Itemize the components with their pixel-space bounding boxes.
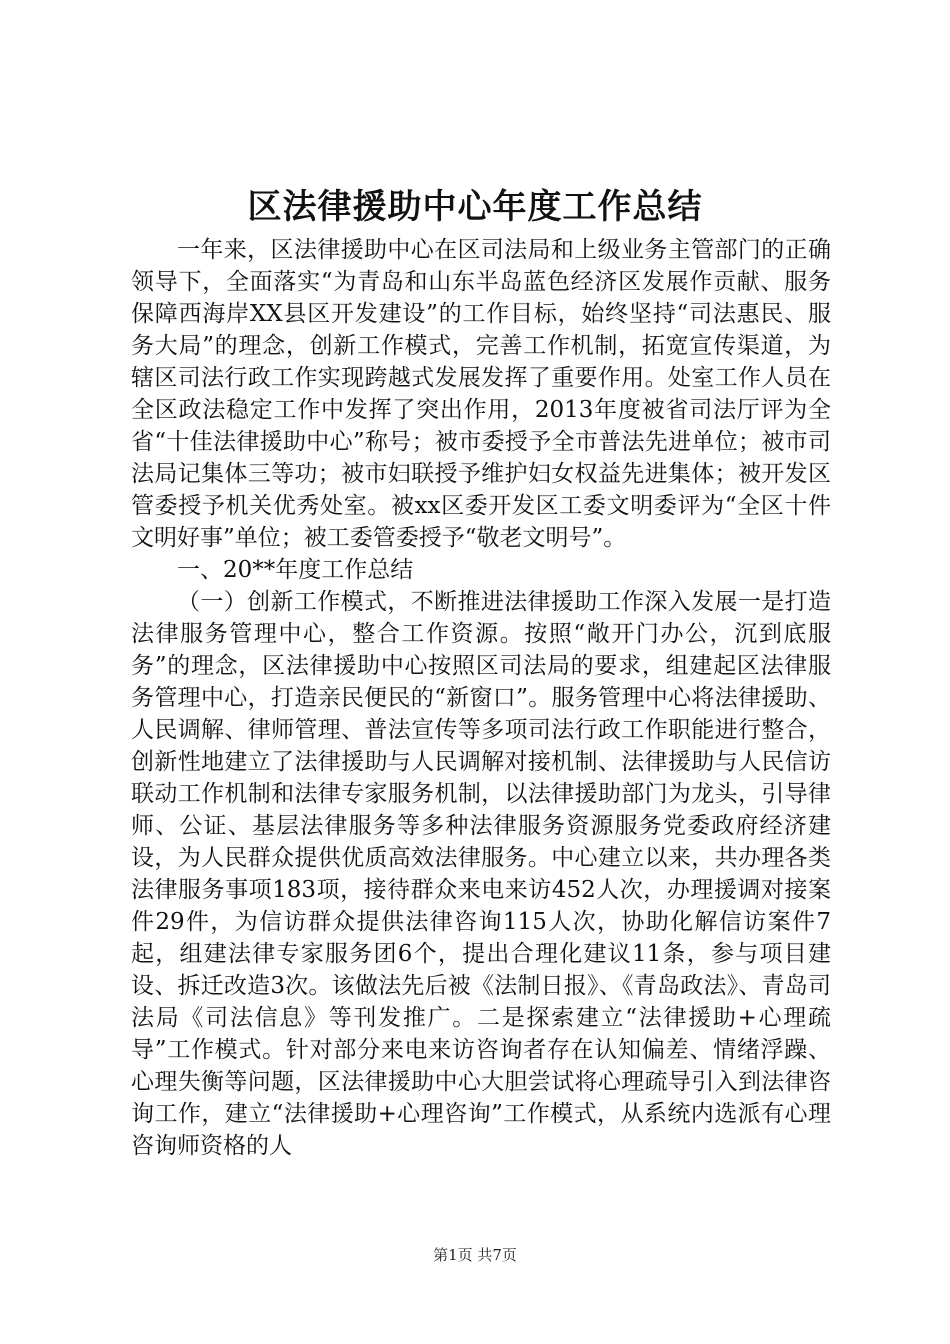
section-heading: 一、20**年度工作总结 <box>177 557 414 583</box>
paragraph-intro: 一年来，区法律援助中心在区司法局和上级业务主管部门的正确领导下，全面落实“为青岛和山东半岛蓝色经济区发展作贡献、服务保障西海岸XX县区开发建设”的工作目标，始终坚持“司法惠民、服务大局”的理念，创新工作模式，完善工作机制，拓宽宣传渠道，为辖区司法行政工作实现跨越式发展发挥了重要作用。处室工作人员在全区政法稳定工作中发挥了突出作用，2013年度被省司法厅评为全省“十佳法律援助中心”称号；被市委授予全市普法先进单位；被市司法局记集体三等功；被市妇联授予维护妇女权益先进集体；被开发区管委授予机关优秀处室。被xx区委开发区工委文明委评为“全区十件文明好事”单位；被工委管委授予“敬老文明号”。 <box>131 237 831 551</box>
document-body <box>131 234 831 1162</box>
document-title: 区法律援助中心年度工作总结 <box>247 187 703 227</box>
page-footer: 第1页 共7页 <box>433 1246 517 1264</box>
paragraph-section-one: （一）创新工作模式，不断推进法律援助工作深入发展一是打造法律服务管理中心，整合工作资源。按照“敞开门办公，沉到底服务”的理念，区法律援助中心按照区司法局的要求，组建起区法律服务管理中心，打造亲民便民的“新窗口”。服务管理中心将法律援助、人民调解、律师管理、普法宣传等多项司法行政工作职能进行整合，创新性地建立了法律援助与人民调解对接机制、法律援助与人民信访联动工作机制和法律专家服务机制，以法律援助部门为龙头，引导律师、公证、基层法律服务等多种法律服务资源服务党委政府经济建设，为人民群众提供优质高效法律服务。中心建立以来，共办理各类法律服务事项183项，接待群众来电来访452人次，办理援调对接案件29件，为信访群众提供法律咨询115人次，协助化解信访案件7起，组建法律专家服务团6个，提出合理化建议11条，参与项目建设、拆迁改造3次。该做法先后被《法制日报》、《青岛政法》、青岛司法局《司法信息》等刊发推广。二是探索建立“法律援助+心理疏导”工作模式。针对部分来电来访咨询者存在认知偏差、情绪浮躁、心理失衡等问题，区法律援助中心大胆尝试将心理疏导引入到法律咨询工作，建立“法律援助+心理咨询”工作模式，从系统内选派有心理咨询师资格的人 <box>131 589 831 1159</box>
